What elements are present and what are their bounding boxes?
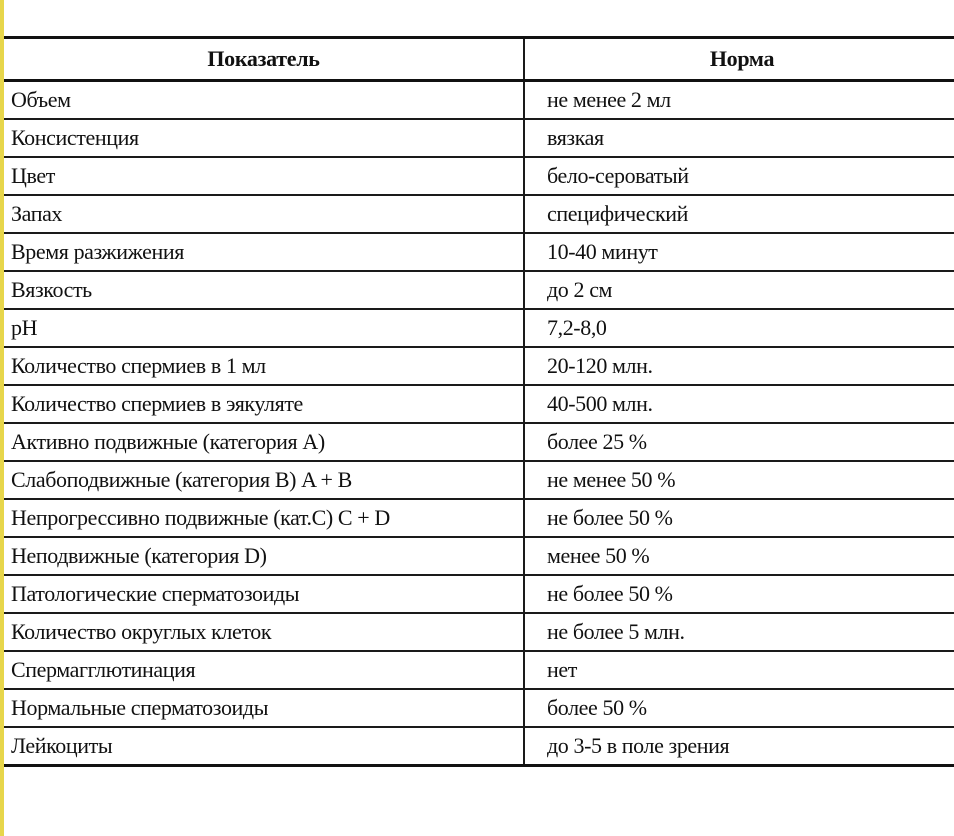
table-body	[4, 81, 954, 766]
norm-cell: более 50 %	[524, 689, 954, 727]
indicator-cell: Непрогрессивно подвижные (кат.C) C + D	[4, 499, 524, 537]
indicator-cell: Консистенция	[4, 119, 524, 157]
norm-cell: не менее 2 мл	[524, 81, 954, 120]
norm-cell: не более 50 %	[524, 575, 954, 613]
table-row	[4, 575, 954, 613]
indicator-cell: Активно подвижные (категория A)	[4, 423, 524, 461]
indicator-cell: Патологические сперматозоиды	[4, 575, 524, 613]
norm-cell: 10-40 минут	[524, 233, 954, 271]
table-row	[4, 651, 954, 689]
table-row	[4, 423, 954, 461]
table-row	[4, 499, 954, 537]
indicator-cell: Спермагглютинация	[4, 651, 524, 689]
indicator-cell: Запах	[4, 195, 524, 233]
norm-cell: нет	[524, 651, 954, 689]
indicator-cell: Количество спермиев в эякуляте	[4, 385, 524, 423]
norm-cell: не более 5 млн.	[524, 613, 954, 651]
table-row	[4, 461, 954, 499]
norms-table	[4, 36, 954, 767]
table-row	[4, 385, 954, 423]
indicator-cell: Время разжижения	[4, 233, 524, 271]
norm-cell: 40-500 млн.	[524, 385, 954, 423]
table-row	[4, 537, 954, 575]
indicator-cell: pH	[4, 309, 524, 347]
norm-cell: 7,2-8,0	[524, 309, 954, 347]
norm-cell: 20-120 млн.	[524, 347, 954, 385]
indicator-cell: Количество округлых клеток	[4, 613, 524, 651]
table-row	[4, 347, 954, 385]
indicator-cell: Цвет	[4, 157, 524, 195]
indicator-cell: Неподвижные (категория D)	[4, 537, 524, 575]
indicator-cell: Лейкоциты	[4, 727, 524, 766]
indicator-cell: Вязкость	[4, 271, 524, 309]
norm-cell: не менее 50 %	[524, 461, 954, 499]
table-row	[4, 81, 954, 120]
indicator-cell: Объем	[4, 81, 524, 120]
table-row	[4, 233, 954, 271]
table-row	[4, 195, 954, 233]
norm-cell: до 3-5 в поле зрения	[524, 727, 954, 766]
norm-cell: до 2 см	[524, 271, 954, 309]
indicator-cell: Нормальные сперматозоиды	[4, 689, 524, 727]
table-row	[4, 157, 954, 195]
table-row	[4, 689, 954, 727]
table-header-row	[4, 38, 954, 81]
indicator-cell: Слабоподвижные (категория B) A + B	[4, 461, 524, 499]
norm-cell: не более 50 %	[524, 499, 954, 537]
table-row	[4, 309, 954, 347]
header-indicator: Показатель	[4, 38, 524, 81]
header-norm: Норма	[524, 38, 954, 81]
table-row	[4, 119, 954, 157]
norm-cell: вязкая	[524, 119, 954, 157]
norm-cell: специфический	[524, 195, 954, 233]
table-row	[4, 613, 954, 651]
norm-cell: более 25 %	[524, 423, 954, 461]
norm-cell: бело-сероватый	[524, 157, 954, 195]
indicator-cell: Количество спермиев в 1 мл	[4, 347, 524, 385]
norm-cell: менее 50 %	[524, 537, 954, 575]
table-row	[4, 271, 954, 309]
table-row	[4, 727, 954, 766]
